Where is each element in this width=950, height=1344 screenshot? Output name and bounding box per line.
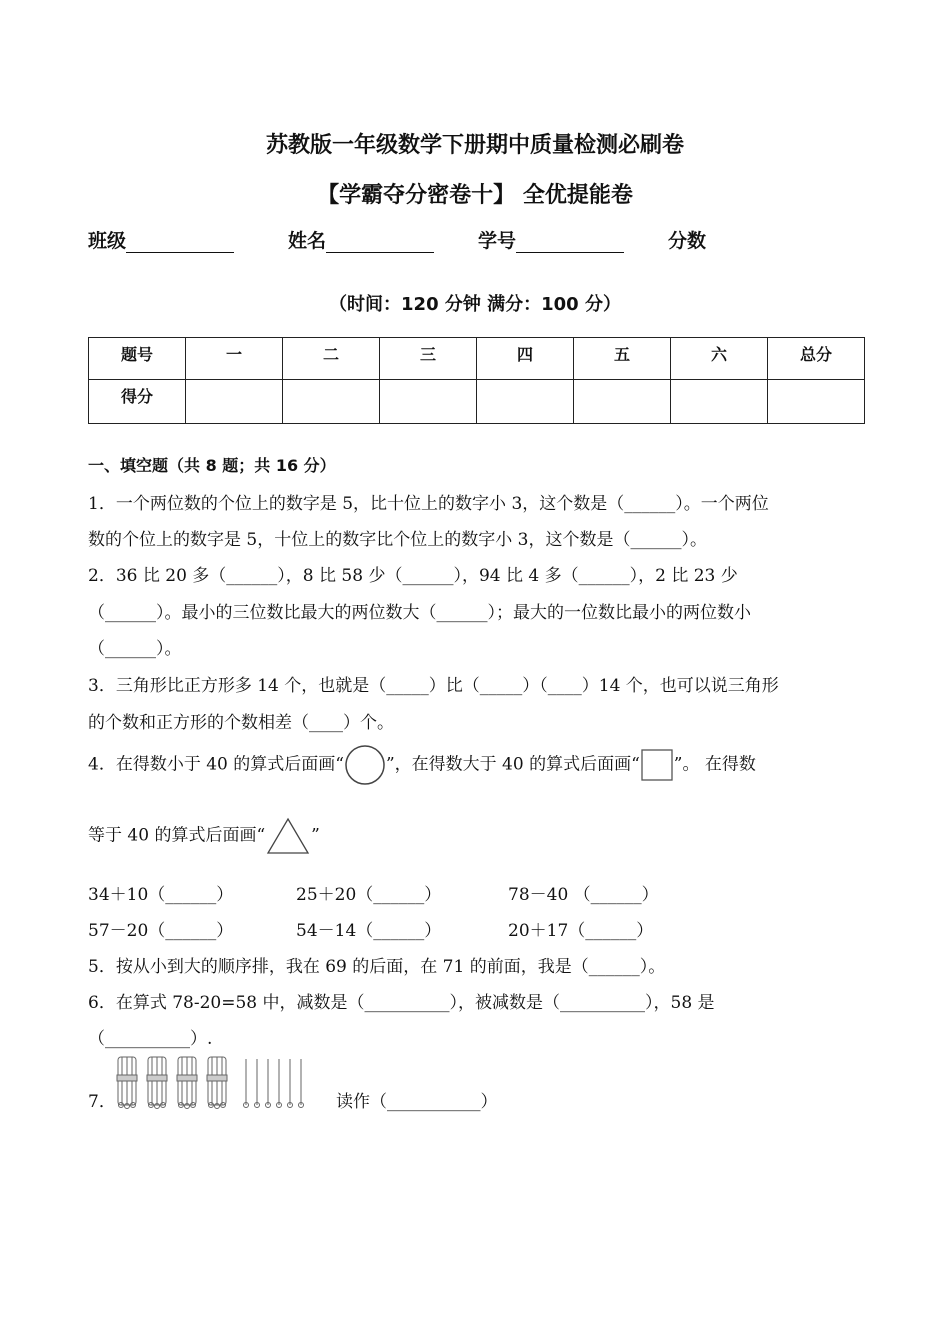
score-cell[interactable] [768, 380, 865, 424]
field-score [668, 226, 706, 253]
page-title: 苏教版一年级数学下册期中质量检测必刷卷 [265, 133, 684, 158]
table-cell: 六 [671, 338, 768, 380]
page-subtitle: 【学霸夺分密卷十】 全优提能卷 [317, 183, 633, 208]
question-4-text-b: ”，在得数大于 40 的算式后面画“ [385, 754, 640, 775]
question-7-read-as: 读作（___________） [336, 1092, 498, 1112]
question-4-text-c: ”。 在得数 [673, 754, 756, 775]
score-cell[interactable] [477, 380, 574, 424]
question-3-line-1: 3．三角形比正方形多 14 个，也就是（_____）比（_____）（____）14 个，也可以说三角形 [88, 676, 779, 696]
score-cell[interactable] [283, 380, 380, 424]
bundle-icon [117, 1057, 137, 1109]
question-4-line-1 [88, 744, 756, 786]
section-heading: 一、填空题（共 8 题；共 16 分） [88, 456, 336, 475]
score-cell[interactable] [186, 380, 283, 424]
question-4-line-2 [88, 816, 320, 856]
question-4-item: 54－14（______） [296, 921, 442, 941]
table-cell: 二 [283, 338, 380, 380]
triangle-icon [265, 816, 311, 856]
question-4-item: 20＋17（______） [508, 921, 654, 941]
question-2-line-1: 2．36 比 20 多（______），8 比 58 少（______），94 比 4 多（______），2 比 23 少 [88, 566, 738, 586]
bundle-icon [147, 1057, 167, 1109]
question-4-text-d: 等于 40 的算式后面画“ [88, 825, 266, 846]
field-name[interactable] [288, 226, 434, 253]
question-7-number: 7． [88, 1092, 116, 1112]
table-cell: 五 [574, 338, 671, 380]
square-icon [640, 748, 674, 782]
question-1-line-2: 数的个位上的数字是 5，十位上的数字比个位上的数字小 3，这个数是（______）。 [88, 530, 707, 550]
sticks-bundles-icon [112, 1053, 327, 1113]
score-table-header-row [89, 338, 865, 380]
bundle-icon [207, 1057, 227, 1109]
table-cell: 三 [380, 338, 477, 380]
table-cell: 得分 [89, 380, 186, 424]
field-class[interactable] [88, 226, 234, 253]
field-student-id[interactable] [478, 226, 624, 253]
question-6-line-2: （__________）. [88, 1029, 213, 1049]
single-sticks-icon [244, 1059, 304, 1108]
question-4-item: 78－40 （______） [508, 885, 659, 905]
score-table-score-row [89, 380, 865, 424]
table-cell: 题号 [89, 338, 186, 380]
field-score-label: 分数 [668, 230, 707, 252]
question-2-line-3: （______）。 [88, 639, 182, 659]
field-class-label: 班级 [88, 230, 127, 252]
field-student-id-label: 学号 [478, 230, 517, 252]
question-2-line-2: （______）。最小的三位数比最大的两位数大（______）；最大的一位数比最小的两位数小 [88, 603, 751, 623]
question-4-item: 57－20（______） [88, 921, 234, 941]
question-5: 5．按从小到大的顺序排，我在 69 的后面，在 71 的前面，我是（______）。 [88, 957, 666, 977]
table-cell: 总分 [768, 338, 865, 380]
question-4-item: 34＋10（______） [88, 885, 234, 905]
bundle-icon [177, 1057, 197, 1109]
table-cell: 一 [186, 338, 283, 380]
question-3-line-2: 的个数和正方形的个数相差（____）个。 [88, 713, 394, 733]
score-table [88, 337, 865, 424]
score-cell[interactable] [380, 380, 477, 424]
question-6-line-1: 6．在算式 78-20=58 中，减数是（__________），被减数是（__________），58 是 [88, 993, 715, 1013]
field-name-label: 姓名 [288, 230, 327, 252]
question-4-text-e: ” [311, 825, 320, 846]
table-cell: 四 [477, 338, 574, 380]
question-1-line-1: 1．一个两位数的个位上的数字是 5，比十位上的数字小 3，这个数是（______）。一个两位 [88, 494, 769, 514]
question-4-item: 25＋20（______） [296, 885, 442, 905]
circle-icon [344, 744, 386, 786]
score-cell[interactable] [671, 380, 768, 424]
score-cell[interactable] [574, 380, 671, 424]
time-info: （时间：120 分钟 满分：100 分） [329, 294, 621, 315]
question-4-text-a: 4．在得数小于 40 的算式后面画“ [88, 754, 344, 775]
